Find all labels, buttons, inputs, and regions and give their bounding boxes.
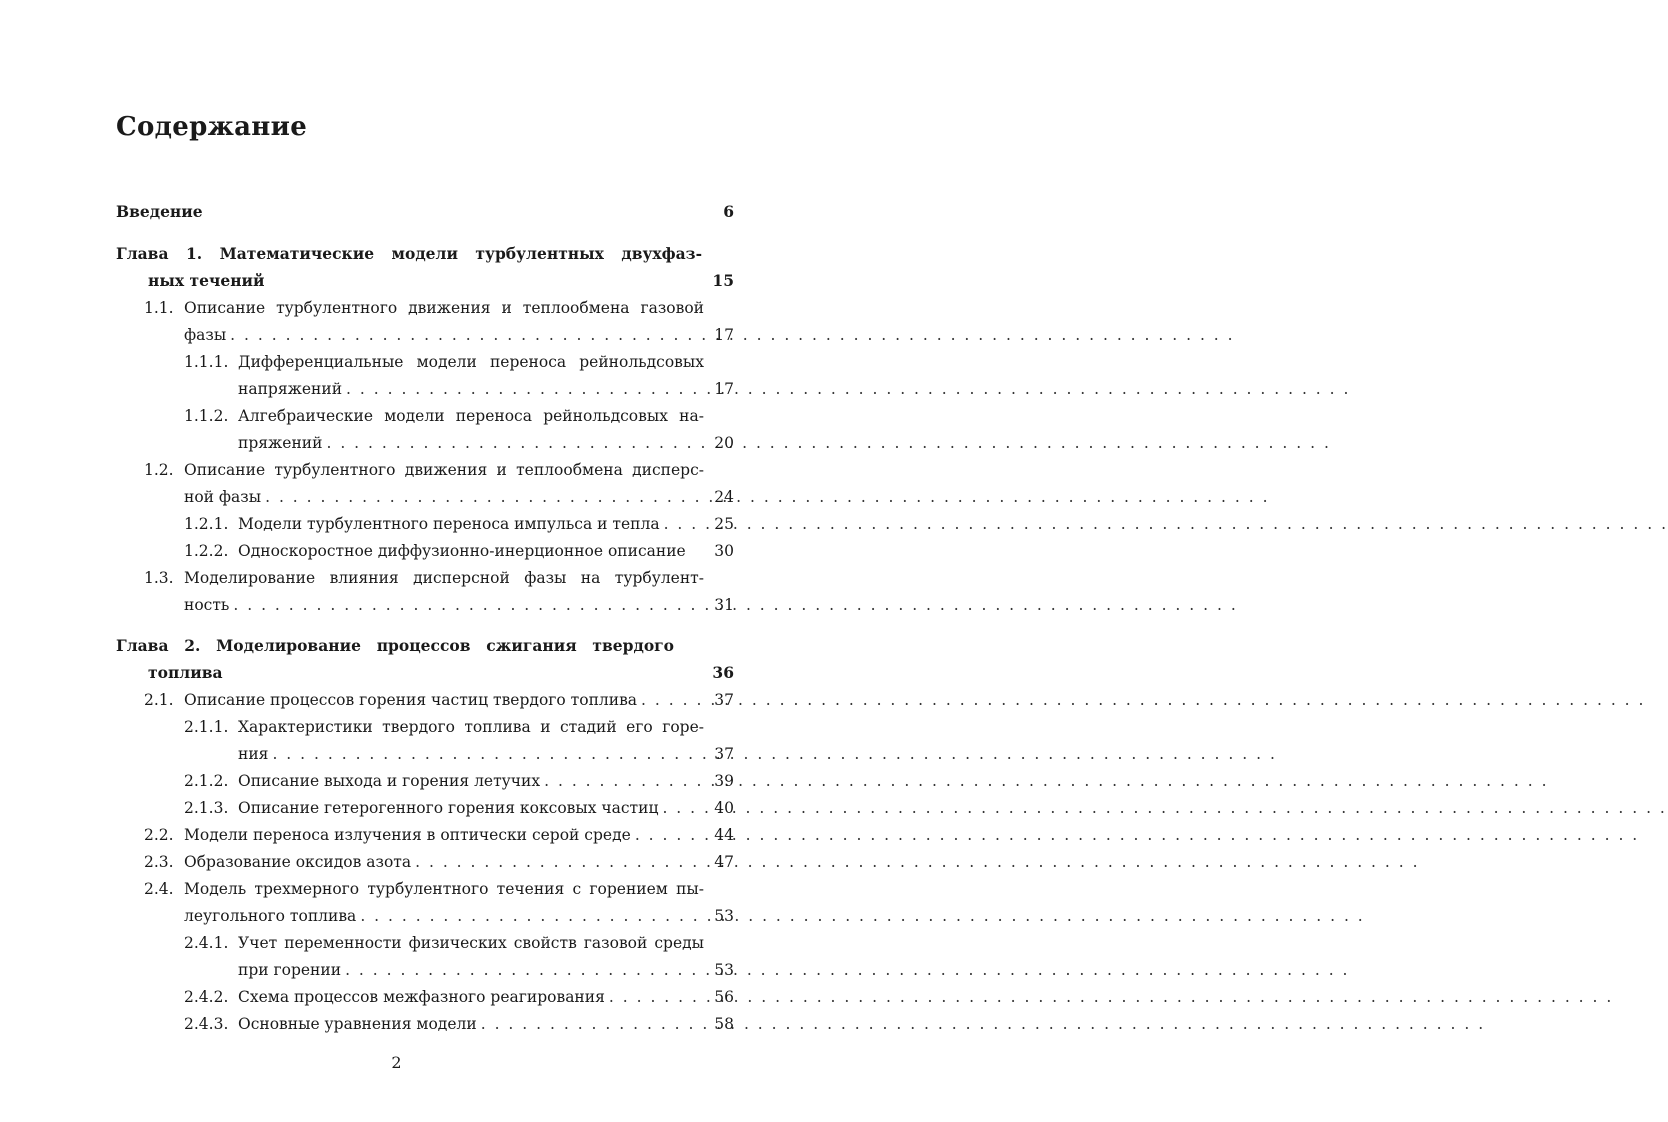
toc-entry-number: 2.4. <box>144 880 174 898</box>
toc-entry-page: 53 <box>714 961 734 979</box>
page-title: Содержание <box>116 112 308 142</box>
toc-entry-text: Модели переноса излучения в оптически серой среде <box>184 826 631 844</box>
leader-dots <box>345 960 702 980</box>
toc-entry-number: 1.2.2. <box>184 542 229 560</box>
toc-entry-text: Алгебраические модели переноса рейнольдсовых на- <box>238 407 704 425</box>
toc-entry-page: 36 <box>712 663 734 682</box>
toc-entry-page: 24 <box>714 488 734 506</box>
toc-entry-page: 15 <box>712 271 734 290</box>
toc-entry-text: Описание выхода и горения летучих <box>238 772 541 790</box>
toc-entry-page: 6 <box>723 202 734 221</box>
toc-entry-text: Характеристики твердого топлива и стадий его горе- <box>238 718 704 736</box>
toc-entry-text: напряжений <box>238 380 343 398</box>
toc-entry-2-1[interactable] <box>144 690 734 710</box>
leader-dots <box>662 798 702 818</box>
toc-entry-2-3[interactable] <box>144 852 734 872</box>
toc-entry-page: 40 <box>714 799 734 817</box>
toc-entry-2-4-line1[interactable] <box>144 879 704 899</box>
leader-dots <box>326 433 702 453</box>
toc-entry-text: ния <box>238 745 269 763</box>
toc-entry-text: Учет переменности физических свойств газовой среды <box>238 934 704 952</box>
leader-dots <box>664 514 702 534</box>
toc-entry-text: Введение <box>116 202 203 221</box>
toc-entry-page: 37 <box>714 745 734 763</box>
toc-entry-text: Основные уравнения модели <box>238 1015 477 1033</box>
toc-entry-page: 58 <box>714 1015 734 1033</box>
toc-entry-number: 2.1.2. <box>184 772 229 790</box>
toc-entry-page: 47 <box>714 853 734 871</box>
leader-dots <box>481 1014 702 1034</box>
toc-entry-text: Схема процессов межфазного реагирования <box>238 988 605 1006</box>
toc-entry-text: Модели турбулентного переноса импульса и тепла <box>238 515 660 533</box>
toc-entry-text: Дифференциальные модели переноса рейнольдсовых <box>238 353 704 371</box>
toc-entry-2-2[interactable] <box>144 825 734 845</box>
toc-entry-text: Односкоростное диффузионно-инерционное описание <box>238 542 686 560</box>
toc-entry-1-3[interactable] <box>184 595 734 615</box>
toc-entry-page: 17 <box>714 380 734 398</box>
toc-entry-1-1-1-line1[interactable] <box>184 352 704 372</box>
document-page <box>0 0 793 1122</box>
toc-entry-page: 56 <box>714 988 734 1006</box>
leader-dots <box>544 771 702 791</box>
toc-entry-page: 53 <box>714 907 734 925</box>
toc-entry-page: 37 <box>714 691 734 709</box>
toc-entry-1-1-2[interactable] <box>238 433 734 453</box>
toc-entry-1-2[interactable] <box>184 487 734 507</box>
toc-entry-number: 2.3. <box>144 853 174 871</box>
toc-entry-page: 25 <box>714 515 734 533</box>
toc-entry-number: 2.4.3. <box>184 1015 229 1033</box>
toc-entry-2-1-1[interactable] <box>238 744 734 764</box>
toc-entry-page: 31 <box>714 596 734 614</box>
toc-entry-number: 1.1.2. <box>184 407 229 425</box>
toc-entry-text: Модель трехмерного турбулентного течения с горением пы- <box>184 880 704 898</box>
leader-dots <box>272 744 702 764</box>
toc-entry-2-1-3[interactable] <box>184 798 734 818</box>
toc-entry-number: 2.4.1. <box>184 934 229 952</box>
leader-dots <box>415 852 702 872</box>
toc-entry-text: топлива <box>148 663 223 682</box>
toc-entry-number: 1.3. <box>144 569 174 587</box>
toc-chapter-1[interactable] <box>148 271 734 291</box>
leader-dots <box>609 987 702 1007</box>
toc-entry-number: 2.1.3. <box>184 799 229 817</box>
toc-entry-1-1[interactable] <box>184 325 734 345</box>
toc-entry-2-1-2[interactable] <box>184 771 734 791</box>
leader-dots <box>230 325 702 345</box>
toc-entry-text: Описание процессов горения частиц твердого топлива <box>184 691 638 709</box>
toc-entry-2-4[interactable] <box>184 906 734 926</box>
toc-entry-page: 30 <box>714 542 734 560</box>
toc-entry-number: 1.1. <box>144 299 174 317</box>
leader-dots <box>635 825 702 845</box>
toc-entry-page: 39 <box>714 772 734 790</box>
leader-dots <box>265 487 702 507</box>
leader-dots <box>641 690 702 710</box>
toc-entry-text: Описание турбулентного движения и теплообмена газовой <box>184 299 704 317</box>
toc-entry-2-4-3[interactable] <box>184 1014 734 1034</box>
toc-entry-1-2-2[interactable] <box>184 541 734 561</box>
toc-entry-text: ной фазы <box>184 488 262 506</box>
toc-entry-intro[interactable] <box>116 202 734 222</box>
toc-entry-number: 1.1.1. <box>184 353 229 371</box>
toc-entry-text: Описание гетерогенного горения коксовых частиц <box>238 799 659 817</box>
toc-entry-1-1-line1[interactable] <box>144 298 704 318</box>
toc-entry-text: Описание турбулентного движения и теплообмена дисперс- <box>184 461 704 479</box>
toc-entry-number: 2.4.2. <box>184 988 229 1006</box>
toc-entry-text: фазы <box>184 326 227 344</box>
leader-dots <box>346 379 702 399</box>
toc-entry-1-1-2-line1[interactable] <box>184 406 704 426</box>
toc-chapter-1-line1[interactable]: Глава 1. Математические модели турбулентных двухфаз- <box>116 244 702 263</box>
toc-entry-1-3-line1[interactable] <box>144 568 704 588</box>
toc-entry-text: Моделирование влияния дисперсной фазы на турбулент- <box>184 569 704 587</box>
leader-dots <box>360 906 702 926</box>
leader-dots <box>233 595 702 615</box>
toc-entry-number: 1.2. <box>144 461 174 479</box>
page-number: 2 <box>391 1053 402 1072</box>
toc-entry-page: 20 <box>714 434 734 452</box>
toc-entry-page: 44 <box>714 826 734 844</box>
toc-entry-1-2-1[interactable] <box>184 514 734 534</box>
toc-chapter-2[interactable] <box>148 663 734 683</box>
toc-entry-number: 1.2.1. <box>184 515 229 533</box>
toc-entry-text: ность <box>184 596 230 614</box>
toc-entry-2-4-2[interactable] <box>184 987 734 1007</box>
toc-entry-text: Образование оксидов азота <box>184 853 412 871</box>
toc-entry-number: 2.2. <box>144 826 174 844</box>
toc-entry-number: 2.1. <box>144 691 174 709</box>
toc-entry-1-1-1[interactable] <box>238 379 734 399</box>
toc-entry-2-4-1-line1[interactable] <box>184 933 704 953</box>
table-of-contents <box>0 0 793 1122</box>
toc-entry-2-1-1-line1[interactable] <box>184 717 704 737</box>
toc-entry-text: пряжений <box>238 434 323 452</box>
toc-entry-2-4-1[interactable] <box>238 960 734 980</box>
toc-entry-text: ных течений <box>148 271 265 290</box>
toc-entry-page: 17 <box>714 326 734 344</box>
toc-chapter-2-line1[interactable]: Глава 2. Моделирование процессов сжигания твердого <box>116 636 674 655</box>
toc-entry-text: при горении <box>238 961 342 979</box>
toc-entry-number: 2.1.1. <box>184 718 229 736</box>
toc-entry-text: леугольного топлива <box>184 907 357 925</box>
toc-entry-1-2-line1[interactable] <box>144 460 704 480</box>
